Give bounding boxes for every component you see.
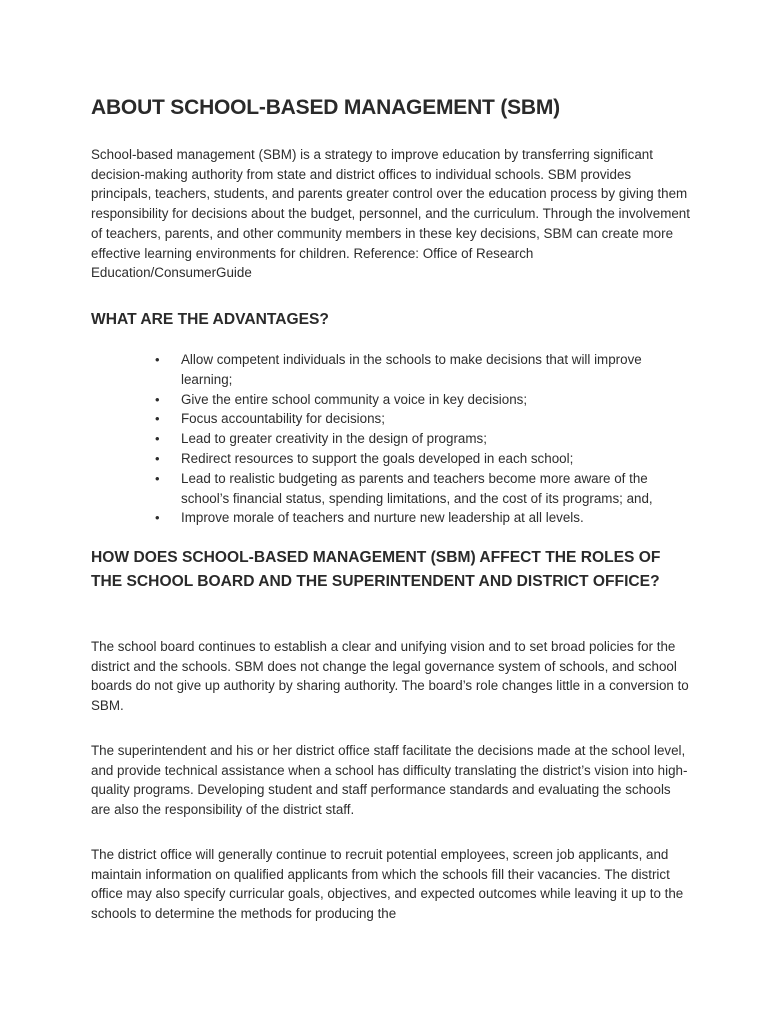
bullet-icon: • <box>155 450 160 466</box>
document-title: ABOUT SCHOOL-BASED MANAGEMENT (SBM) <box>91 96 560 119</box>
advantages-heading: WHAT ARE THE ADVANTAGES? <box>91 311 329 328</box>
roles-heading: HOW DOES SCHOOL-BASED MANAGEMENT (SBM) AFFECT THE ROLES OF THE SCHOOL BOARD AND THE SUPERINTENDENT AND DISTRICT OFFICE? <box>91 549 661 590</box>
advantages-list <box>91 350 691 528</box>
bullet-icon: • <box>155 510 160 526</box>
bullet-icon: • <box>155 411 160 427</box>
list-item: • Improve morale of teachers and nurture new leadership at all levels. <box>91 508 691 528</box>
bullet-icon: • <box>155 391 160 407</box>
list-item: • Give the entire school community a voice in key decisions; <box>91 390 691 410</box>
list-item: • Lead to greater creativity in the design of programs; <box>91 429 691 449</box>
bullet-icon: • <box>155 431 160 447</box>
bullet-icon: • <box>155 352 160 367</box>
list-item: • Focus accountability for decisions; <box>91 409 691 429</box>
list-item: • Allow competent individuals in the schools to make decisions that will improve learning; <box>155 352 642 387</box>
superintendent-paragraph: The superintendent and his or her district office staff facilitate the decisions made at the school level, and provide technical assistance when a school has difficulty translating the district’s vision into high-quality programs. Developing student and staff performance standards and evaluating the schools are also the responsibility of the district staff. <box>91 743 688 818</box>
district-paragraph: The district office will generally continue to recruit potential employees, screen job applicants, and maintain information on qualified applicants from which the schools fill their vacancies. The district office may also specify curricular goals, objectives, and expected outcomes while leaving it up to the schools to determine the methods for producing the <box>91 847 684 922</box>
intro-paragraph: School-based management (SBM) is a strategy to improve education by transferring significant decision-making authority from state and district offices to individual schools. SBM provides principals, teachers, students, and parents greater control over the education process by giving them responsibility for decisions about the budget, personnel, and the curriculum. Through the involvement of teachers, parents, and other community members in these key decisions, SBM can create more effective learning environments for children. Reference: Office of Research Education/ConsumerGuide <box>91 147 690 281</box>
list-item: • Lead to realistic budgeting as parents and teachers become more aware of the school’s financial status, spending limitations, and the cost of its programs; and, <box>155 470 653 506</box>
bullet-icon: • <box>155 470 160 486</box>
list-item: • Redirect resources to support the goals developed in each school; <box>91 449 691 469</box>
board-paragraph: The school board continues to establish a clear and unifying vision and to set broad policies for the district and the schools. SBM does not change the legal governance system of schools, and school boards do not give up authority by sharing authority. The board’s role changes little in a conversion to SBM. <box>91 639 689 714</box>
